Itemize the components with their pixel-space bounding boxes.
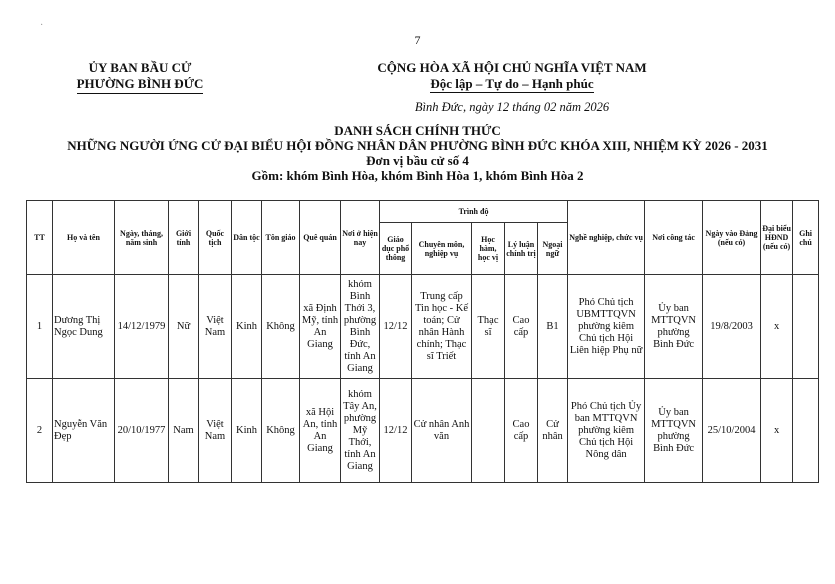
cell-delegate: x bbox=[761, 275, 793, 379]
table-row bbox=[27, 275, 819, 379]
document-date: Bình Đức, ngày 12 tháng 02 năm 2026 bbox=[414, 100, 610, 114]
title-line-2: NHỮNG NGƯỜI ỨNG CỬ ĐẠI BIỂU HỘI ĐỒNG NHÂN DÂN PHƯỜNG BÌNH ĐỨC KHÓA XIII, NHIỆM KỲ 2026 - 2031 bbox=[67, 138, 768, 153]
header-professional: Chuyên môn, nghiệp vụ bbox=[412, 223, 472, 275]
cell-dob: 14/12/1979 bbox=[115, 275, 169, 379]
cell-name: Nguyễn Văn Đẹp bbox=[53, 379, 115, 483]
cell-hometown: xã Hội An, tỉnh An Giang bbox=[300, 379, 341, 483]
header-tt: TT bbox=[27, 201, 53, 275]
header-degree: Học hàm, học vị bbox=[472, 223, 505, 275]
cell-gender: Nữ bbox=[169, 275, 199, 379]
cell-tt: 1 bbox=[27, 275, 53, 379]
header-political: Lý luận chính trị bbox=[505, 223, 538, 275]
cell-language: Cử nhân bbox=[538, 379, 568, 483]
header-religion: Tôn giáo bbox=[262, 201, 300, 275]
cell-occupation: Phó Chủ tịch Ủy ban MTTQVN phường kiêm Chủ tịch Hội Nông dân bbox=[568, 379, 645, 483]
cell-professional: Cử nhân Anh văn bbox=[412, 379, 472, 483]
cell-name: Dương Thị Ngọc Dung bbox=[53, 275, 115, 379]
cell-party-date: 25/10/2004 bbox=[703, 379, 761, 483]
cell-degree: Thạc sĩ bbox=[472, 275, 505, 379]
national-header bbox=[312, 60, 712, 115]
table-row bbox=[27, 379, 819, 483]
cell-religion: Không bbox=[262, 275, 300, 379]
cell-tt: 2 bbox=[27, 379, 53, 483]
header-hometown: Quê quán bbox=[300, 201, 341, 275]
cell-political: Cao cấp bbox=[505, 275, 538, 379]
national-title: CỘNG HÒA XÃ HỘI CHỦ NGHĨA VIỆT NAM bbox=[377, 60, 647, 75]
cell-general-education: 12/12 bbox=[380, 275, 412, 379]
cell-political: Cao cấp bbox=[505, 379, 538, 483]
header-gender: Giới tính bbox=[169, 201, 199, 275]
cell-workplace: Ủy ban MTTQVN phường Bình Đức bbox=[645, 275, 703, 379]
cell-language: B1 bbox=[538, 275, 568, 379]
issuer-header bbox=[40, 60, 240, 94]
cell-general-education: 12/12 bbox=[380, 379, 412, 483]
title-line-1: DANH SÁCH CHÍNH THỨC bbox=[334, 123, 501, 138]
header-education-group: Trình độ bbox=[380, 201, 568, 223]
title-line-3: Đơn vị bầu cử số 4 bbox=[366, 153, 469, 168]
cell-party-date: 19/8/2003 bbox=[703, 275, 761, 379]
header-general-education: Giáo dục phổ thông bbox=[380, 223, 412, 275]
header-workplace: Nơi công tác bbox=[645, 201, 703, 275]
header-ethnicity: Dân tộc bbox=[232, 201, 262, 275]
issuer-line-2: PHƯỜNG BÌNH ĐỨC bbox=[77, 76, 204, 94]
header-dob: Ngày, tháng, năm sinh bbox=[115, 201, 169, 275]
cell-workplace: Ủy ban MTTQVN phường Bình Đức bbox=[645, 379, 703, 483]
cell-residence: khóm Bình Thới 3, phường Bình Đức, tỉnh An Giang bbox=[341, 275, 380, 379]
header-name: Họ và tên bbox=[53, 201, 115, 275]
national-motto: Độc lập – Tự do – Hạnh phúc bbox=[430, 76, 594, 91]
cell-ethnicity: Kinh bbox=[232, 379, 262, 483]
cell-delegate: x bbox=[761, 379, 793, 483]
cell-dob: 20/10/1977 bbox=[115, 379, 169, 483]
candidate-table bbox=[26, 200, 819, 483]
cell-note bbox=[793, 275, 819, 379]
header-nationality: Quốc tịch bbox=[199, 201, 232, 275]
cell-residence: khóm Tây An, phường Mỹ Thới, tỉnh An Giang bbox=[341, 379, 380, 483]
header-note: Ghi chú bbox=[793, 201, 819, 275]
cell-occupation: Phó Chủ tịch UBMTTQVN phường kiêm Chủ tịch Hội Liên hiệp Phụ nữ bbox=[568, 275, 645, 379]
header-occupation: Nghề nghiệp, chức vụ bbox=[568, 201, 645, 275]
cell-nationality: Việt Nam bbox=[199, 275, 232, 379]
header-delegate: Đại biểu HĐND (nếu có) bbox=[761, 201, 793, 275]
cell-hometown: xã Định Mỹ, tỉnh An Giang bbox=[300, 275, 341, 379]
header-language: Ngoại ngữ bbox=[538, 223, 568, 275]
cell-professional: Trung cấp Tin học - Kế toán; Cử nhân Hành chính; Thạc sĩ Triết bbox=[412, 275, 472, 379]
cell-religion: Không bbox=[262, 379, 300, 483]
cell-degree bbox=[472, 379, 505, 483]
header-residence: Nơi ở hiện nay bbox=[341, 201, 380, 275]
issuer-line-1: ỦY BAN BẦU CỬ bbox=[88, 60, 192, 75]
cell-gender: Nam bbox=[169, 379, 199, 483]
cell-note bbox=[793, 379, 819, 483]
header-party-date: Ngày vào Đảng (nếu có) bbox=[703, 201, 761, 275]
scan-mark: · bbox=[40, 20, 44, 31]
cell-nationality: Việt Nam bbox=[199, 379, 232, 483]
document-title bbox=[0, 123, 835, 183]
cell-ethnicity: Kinh bbox=[232, 275, 262, 379]
title-line-4: Gồm: khóm Bình Hòa, khóm Bình Hòa 1, khóm Bình Hòa 2 bbox=[251, 168, 584, 183]
page-number: 7 bbox=[414, 33, 421, 47]
